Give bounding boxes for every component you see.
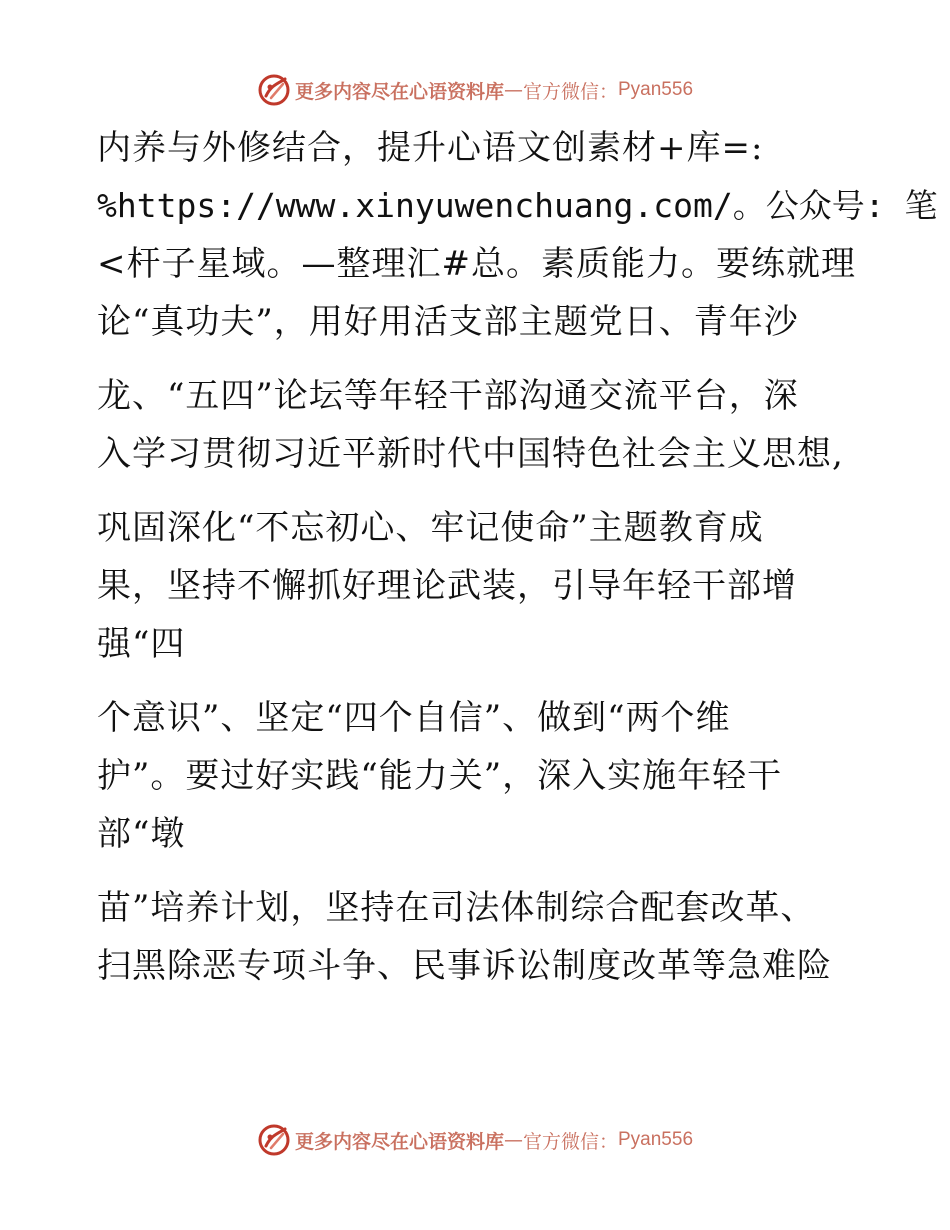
brand-logo-icon [257, 73, 291, 107]
text-line-2: %https://www.xinyuwenchuang.com/。公众号: 笔 [97, 186, 938, 225]
text-line-7: 巩固深化“不忘初心、牢记使命”主题教育成 [97, 508, 764, 548]
text-line-12: 部“墩 [97, 814, 186, 854]
header-banner [0, 70, 950, 110]
banner-wechat-id: Pyan556 [618, 79, 694, 100]
text-line-5: 龙、“五四”论坛等年轻干部沟通交流平台，深 [97, 376, 799, 416]
text-line-14: 扫黑除恶专项斗争、民事诉讼制度改革等急难险 [97, 946, 832, 986]
footer-banner [0, 1120, 950, 1160]
text-line-11: 护”。要过好实践“能力关”，深入实施年轻干 [97, 756, 783, 796]
banner-wechat-label: 官方微信： [522, 1130, 618, 1153]
text-line-6: 入学习贯彻习近平新时代中国特色社会主义思想, [97, 434, 844, 474]
text-line-8: 果，坚持不懈抓好理论武装，引导年轻干部增 [97, 566, 797, 606]
banner-wechat-id: Pyan556 [618, 1129, 694, 1150]
banner-wechat-label: 官方微信： [522, 80, 618, 103]
banner-dash: — [503, 79, 523, 101]
banner-title: 更多内容尽在心语资料库 [294, 1130, 504, 1153]
text-line-4: 论“真功夫”，用好用活支部主题党日、青年沙 [97, 302, 799, 342]
banner-dash: — [503, 1129, 523, 1151]
text-line-3: <杆子星域。—整理汇#总。素质能力。要练就理 [97, 244, 856, 284]
text-line-13: 苗”培养计划，坚持在司法体制综合配套改革、 [97, 888, 816, 928]
text-line-9: 强“四 [97, 624, 186, 664]
text-line-1: 内养与外修结合，提升心语文创素材+库=: [97, 128, 764, 168]
banner-title: 更多内容尽在心语资料库 [294, 80, 504, 103]
text-line-10: 个意识”、坚定“四个自信”、做到“两个维 [97, 698, 731, 738]
brand-logo-icon [257, 1123, 291, 1157]
